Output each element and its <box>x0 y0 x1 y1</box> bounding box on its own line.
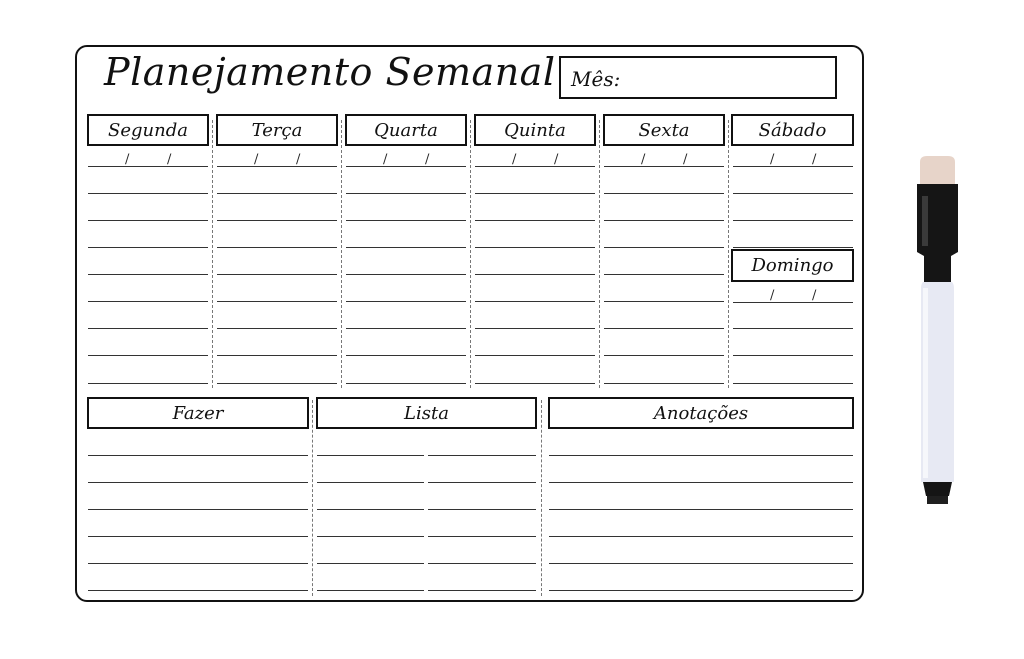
section-label: Lista <box>404 402 449 424</box>
column-divider <box>470 120 471 388</box>
month-label: Mês: <box>571 67 621 91</box>
column-divider <box>541 400 542 596</box>
date-slash: / <box>812 152 817 167</box>
day-header-sabado <box>731 114 854 146</box>
date-slash: / <box>770 288 775 303</box>
section-label: Anotações <box>653 402 749 424</box>
day-label: Quarta <box>374 119 438 141</box>
day-label: Sexta <box>638 119 690 141</box>
planner-title: Planejamento Semanal <box>104 50 556 94</box>
day-label: Domingo <box>751 255 834 276</box>
day-header-segunda <box>87 114 209 146</box>
section-header-fazer <box>87 397 309 429</box>
date-slash: / <box>125 152 130 167</box>
day-label: Quinta <box>504 119 566 141</box>
date-slash: / <box>812 288 817 303</box>
day-header-sexta <box>603 114 725 146</box>
date-slash: / <box>554 152 559 167</box>
section-header-anotacoes <box>548 397 854 429</box>
date-slash: / <box>512 152 517 167</box>
day-header-quarta <box>345 114 467 146</box>
date-slash: / <box>770 152 775 167</box>
date-slash: / <box>254 152 259 167</box>
day-label: Sábado <box>758 119 827 141</box>
date-slash: / <box>383 152 388 167</box>
day-label: Terça <box>251 119 303 141</box>
date-slash: / <box>683 152 688 167</box>
date-slash: / <box>425 152 430 167</box>
day-header-terca <box>216 114 338 146</box>
date-slash: / <box>641 152 646 167</box>
whiteboard-marker-icon[interactable] <box>915 156 960 506</box>
day-header-quinta <box>474 114 596 146</box>
date-slash: / <box>167 152 172 167</box>
day-header-domingo <box>731 249 854 282</box>
column-divider <box>341 120 342 388</box>
column-divider <box>312 400 313 596</box>
month-field[interactable] <box>559 56 837 99</box>
section-label: Fazer <box>172 402 224 424</box>
column-divider <box>728 120 729 388</box>
day-label: Segunda <box>108 119 188 141</box>
section-header-lista <box>316 397 537 429</box>
column-divider <box>212 120 213 388</box>
date-slash: / <box>296 152 301 167</box>
column-divider <box>599 120 600 388</box>
